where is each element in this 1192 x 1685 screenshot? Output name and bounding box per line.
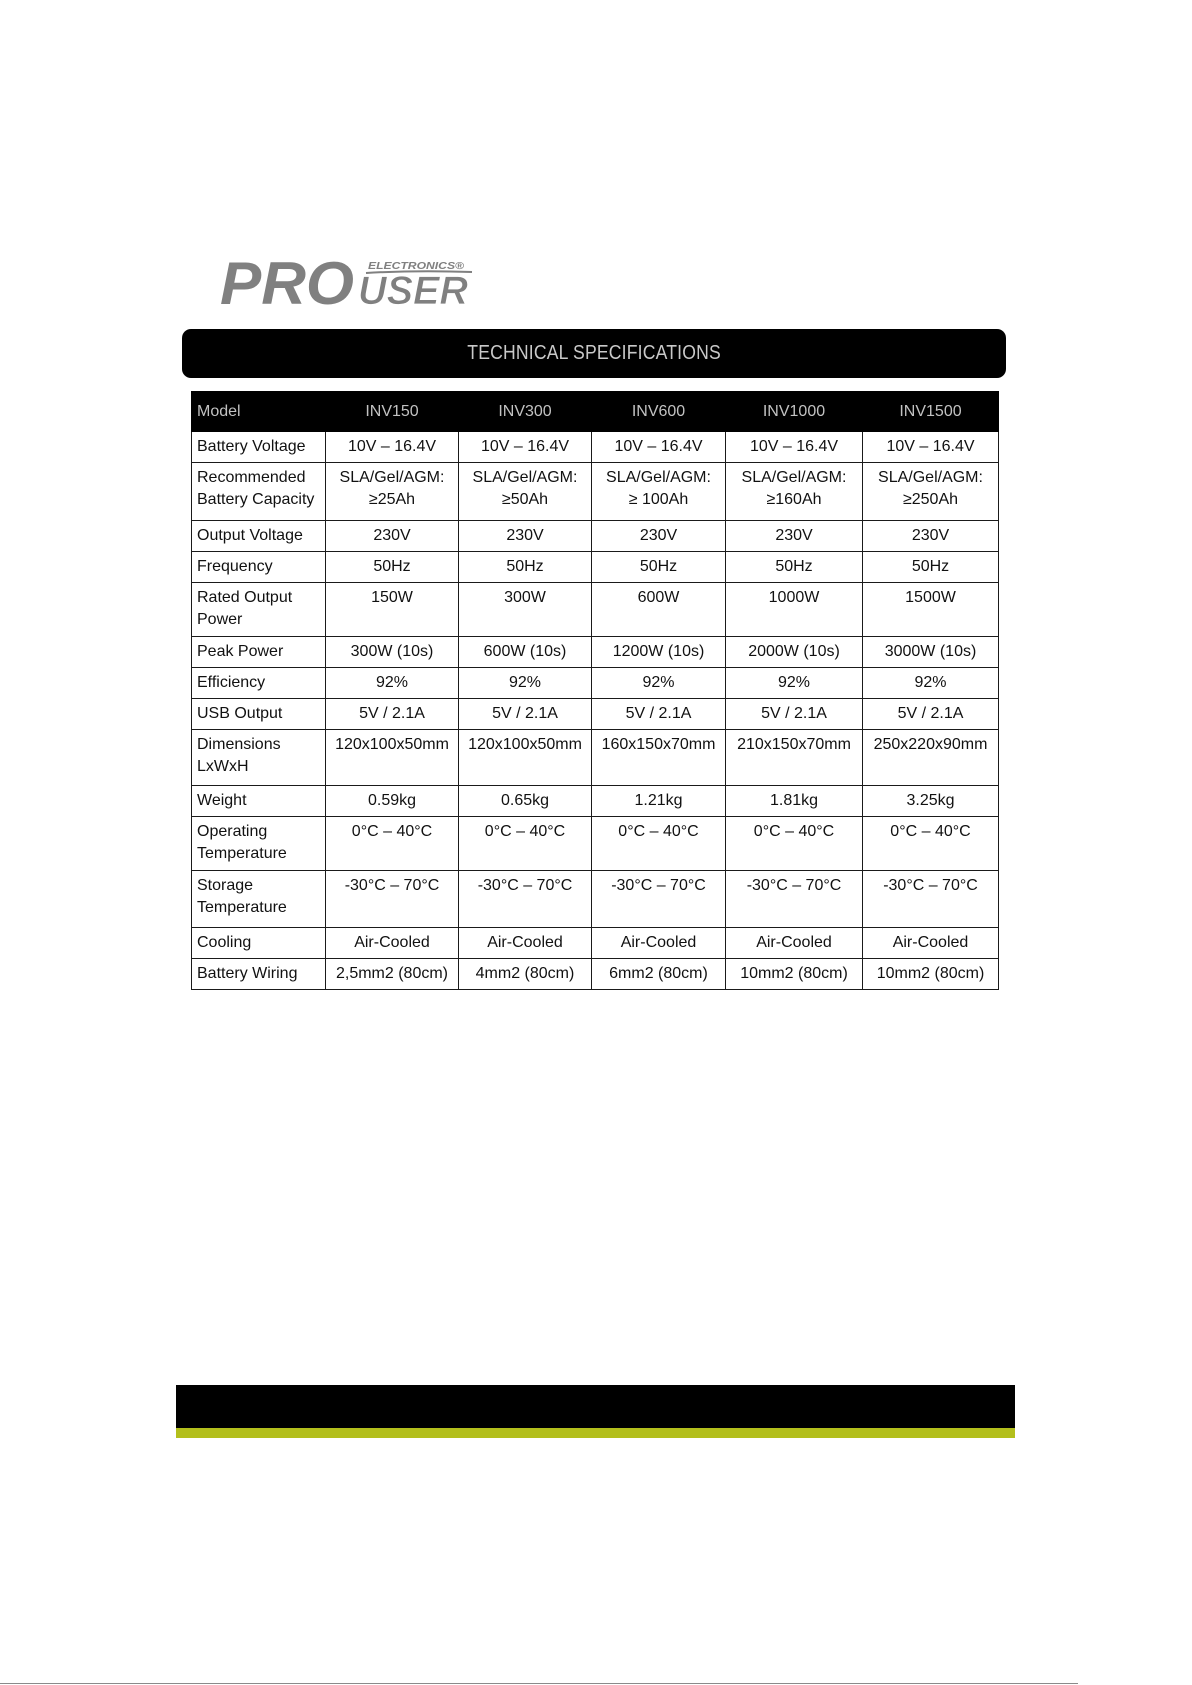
spec-row-operating-temperature xyxy=(192,817,999,871)
spec-row-output-voltage xyxy=(192,521,999,552)
spec-label: Cooling xyxy=(192,928,326,959)
spec-value: SLA/Gel/AGM: ≥25Ah xyxy=(326,463,459,521)
spec-row-battery-wiring xyxy=(192,959,999,990)
spec-value: Air-Cooled xyxy=(592,928,726,959)
spec-value: -30°C – 70°C xyxy=(326,871,459,928)
footer-accent-stripe xyxy=(176,1428,1015,1438)
spec-label: Frequency xyxy=(192,552,326,583)
model-header-inv1500: INV1500 xyxy=(863,392,999,432)
spec-value: Air-Cooled xyxy=(326,928,459,959)
spec-value: 2000W (10s) xyxy=(726,637,863,668)
spec-value: 230V xyxy=(726,521,863,552)
spec-value: 10V – 16.4V xyxy=(726,432,863,463)
spec-value: 2,5mm2 (80cm) xyxy=(326,959,459,990)
spec-label: Peak Power xyxy=(192,637,326,668)
spec-value: 10V – 16.4V xyxy=(326,432,459,463)
spec-table-head xyxy=(192,392,999,432)
spec-value: Air-Cooled xyxy=(863,928,999,959)
section-title: TECHNICAL SPECIFICATIONS xyxy=(467,342,721,364)
spec-value: 6mm2 (80cm) xyxy=(592,959,726,990)
spec-value: SLA/Gel/AGM: ≥250Ah xyxy=(863,463,999,521)
spec-value: 5V / 2.1A xyxy=(459,699,592,730)
spec-row-battery-voltage xyxy=(192,432,999,463)
spec-value: 10V – 16.4V xyxy=(863,432,999,463)
spec-value: Air-Cooled xyxy=(459,928,592,959)
spec-label: Battery Wiring xyxy=(192,959,326,990)
model-header-inv1000: INV1000 xyxy=(726,392,863,432)
spec-value: 50Hz xyxy=(326,552,459,583)
spec-value: 0°C – 40°C xyxy=(863,817,999,871)
spec-value: 230V xyxy=(592,521,726,552)
spec-value: 92% xyxy=(592,668,726,699)
spec-row-cooling xyxy=(192,928,999,959)
spec-value: 230V xyxy=(459,521,592,552)
spec-value: 10V – 16.4V xyxy=(459,432,592,463)
spec-value: Air-Cooled xyxy=(726,928,863,959)
spec-value: 50Hz xyxy=(459,552,592,583)
spec-value: 92% xyxy=(863,668,999,699)
model-header-inv600: INV600 xyxy=(592,392,726,432)
logo-word-text: USER xyxy=(358,269,469,308)
spec-value: 230V xyxy=(326,521,459,552)
spec-value: 0°C – 40°C xyxy=(592,817,726,871)
spec-value: SLA/Gel/AGM: ≥ 100Ah xyxy=(592,463,726,521)
spec-value: 160x150x70mm xyxy=(592,730,726,786)
spec-value: 0.65kg xyxy=(459,786,592,817)
spec-label: Storage Temperature xyxy=(192,871,326,928)
spec-value: 50Hz xyxy=(592,552,726,583)
spec-value: 3.25kg xyxy=(863,786,999,817)
spec-label: Recommended Battery Capacity xyxy=(192,463,326,521)
spec-value: 600W (10s) xyxy=(459,637,592,668)
model-header-inv300: INV300 xyxy=(459,392,592,432)
logo-tagline: ELECTRONICS® xyxy=(368,260,465,272)
spec-value: 92% xyxy=(459,668,592,699)
spec-label: Dimensions LxWxH xyxy=(192,730,326,786)
spec-table xyxy=(191,391,999,990)
spec-value: 0°C – 40°C xyxy=(459,817,592,871)
spec-row-dimensions-lxwxh xyxy=(192,730,999,786)
spec-value: -30°C – 70°C xyxy=(459,871,592,928)
spec-value: 1500W xyxy=(863,583,999,637)
spec-value: SLA/Gel/AGM: ≥50Ah xyxy=(459,463,592,521)
spec-value: 50Hz xyxy=(863,552,999,583)
spec-label: Operating Temperature xyxy=(192,817,326,871)
spec-value: 300W (10s) xyxy=(326,637,459,668)
spec-value: 5V / 2.1A xyxy=(592,699,726,730)
spec-value: 230V xyxy=(863,521,999,552)
spec-value: SLA/Gel/AGM: ≥160Ah xyxy=(726,463,863,521)
spec-label: USB Output xyxy=(192,699,326,730)
spec-value: 1000W xyxy=(726,583,863,637)
spec-value: 600W xyxy=(592,583,726,637)
model-header-inv150: INV150 xyxy=(326,392,459,432)
spec-value: 92% xyxy=(326,668,459,699)
spec-value: 300W xyxy=(459,583,592,637)
spec-value: -30°C – 70°C xyxy=(592,871,726,928)
spec-label: Output Voltage xyxy=(192,521,326,552)
table-header-row xyxy=(192,392,999,432)
spec-value: 10V – 16.4V xyxy=(592,432,726,463)
spec-value: 120x100x50mm xyxy=(326,730,459,786)
spec-label: Weight xyxy=(192,786,326,817)
spec-value: 0°C – 40°C xyxy=(726,817,863,871)
spec-label: Battery Voltage xyxy=(192,432,326,463)
spec-label: Efficiency xyxy=(192,668,326,699)
spec-row-storage-temperature xyxy=(192,871,999,928)
spec-value: 150W xyxy=(326,583,459,637)
spec-row-peak-power xyxy=(192,637,999,668)
spec-value: 0.59kg xyxy=(326,786,459,817)
spec-value: 10mm2 (80cm) xyxy=(863,959,999,990)
spec-value: -30°C – 70°C xyxy=(863,871,999,928)
spec-value: 1200W (10s) xyxy=(592,637,726,668)
spec-row-recommended-battery-capacity xyxy=(192,463,999,521)
spec-label: Rated Output Power xyxy=(192,583,326,637)
spec-value: 10mm2 (80cm) xyxy=(726,959,863,990)
spec-value: 1.21kg xyxy=(592,786,726,817)
spec-value: 50Hz xyxy=(726,552,863,583)
spec-value: 5V / 2.1A xyxy=(726,699,863,730)
page-edge-line xyxy=(0,1683,1078,1684)
model-column-header: Model xyxy=(192,392,326,432)
spec-row-rated-output-power xyxy=(192,583,999,637)
spec-row-efficiency xyxy=(192,668,999,699)
brand-logo xyxy=(216,252,478,308)
spec-table-body xyxy=(192,432,999,990)
spec-value: 0°C – 40°C xyxy=(326,817,459,871)
spec-value: 210x150x70mm xyxy=(726,730,863,786)
spec-value: -30°C – 70°C xyxy=(726,871,863,928)
footer-bar xyxy=(176,1385,1015,1428)
spec-row-frequency xyxy=(192,552,999,583)
spec-row-usb-output xyxy=(192,699,999,730)
spec-row-weight xyxy=(192,786,999,817)
logo-brand-text: PRO xyxy=(220,252,354,308)
spec-value: 3000W (10s) xyxy=(863,637,999,668)
section-title-bar xyxy=(182,329,1006,378)
spec-value: 120x100x50mm xyxy=(459,730,592,786)
spec-value: 92% xyxy=(726,668,863,699)
spec-value: 5V / 2.1A xyxy=(326,699,459,730)
spec-value: 250x220x90mm xyxy=(863,730,999,786)
spec-value: 4mm2 (80cm) xyxy=(459,959,592,990)
spec-value: 1.81kg xyxy=(726,786,863,817)
spec-value: 5V / 2.1A xyxy=(863,699,999,730)
